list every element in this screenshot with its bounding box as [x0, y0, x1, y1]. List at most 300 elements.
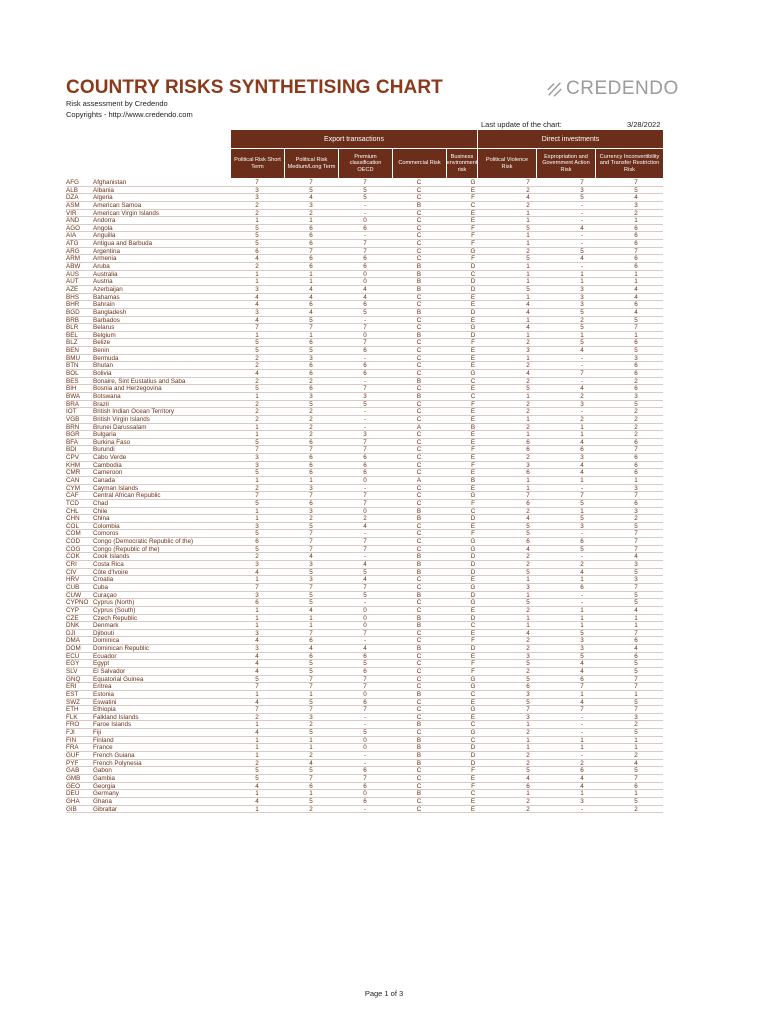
currency-value: 1: [634, 622, 638, 630]
country-code: SLV: [66, 668, 78, 675]
political-violence-value: 1: [526, 415, 530, 423]
currency-value: 5: [634, 599, 638, 607]
oecd-value: 5: [363, 308, 367, 316]
political-violence-value: 2: [526, 668, 530, 675]
table-row: [66, 630, 663, 638]
commercial-value: C: [416, 209, 422, 217]
expropriation-value: 7: [580, 492, 584, 500]
country-code: ABW: [66, 263, 81, 271]
political-violence-value: 3: [526, 583, 530, 591]
country-code: FIN: [66, 736, 77, 744]
political-medium-value: 1: [309, 270, 313, 278]
currency-value: 6: [634, 224, 638, 232]
business-env-value: F: [471, 637, 475, 645]
table-row: [66, 760, 663, 768]
currency-value: 5: [634, 668, 638, 675]
country-name: Gibraltar: [93, 805, 118, 813]
expropriation-value: 6: [580, 583, 584, 591]
country-code: BDI: [66, 446, 77, 454]
table-row: [66, 271, 663, 279]
business-env-value: D: [470, 591, 476, 599]
expropriation-value: -: [580, 354, 584, 362]
political-medium-value: 7: [309, 629, 313, 637]
political-short-value: 6: [255, 599, 259, 607]
political-short-value: 7: [255, 446, 259, 454]
country-code: CZE: [66, 614, 79, 622]
country-code: ALB: [66, 186, 78, 194]
political-medium-value: 6: [309, 362, 313, 370]
political-medium-value: 6: [309, 339, 313, 347]
political-violence-value: 2: [526, 362, 530, 370]
country-name: Ecuador: [93, 652, 117, 660]
political-violence-value: 1: [526, 736, 530, 744]
currency-value: 6: [634, 438, 638, 446]
expropriation-value: 4: [580, 255, 584, 263]
currency-value: 6: [634, 782, 638, 790]
political-violence-value: 6: [526, 469, 530, 477]
oecd-value: 7: [363, 499, 367, 507]
currency-value: 7: [634, 530, 638, 538]
country-code: COM: [66, 530, 81, 538]
commercial-value: A: [416, 476, 422, 484]
business-env-value: E: [470, 415, 476, 423]
business-env-value: E: [470, 522, 476, 530]
expropriation-value: -: [580, 805, 584, 813]
country-code: BWA: [66, 392, 81, 400]
country-name: Colombia: [93, 522, 120, 530]
column-header-political-violence: Political Violence Risk: [478, 149, 536, 178]
oecd-value: 0: [363, 606, 367, 614]
country-code: BOL: [66, 370, 79, 378]
table-row: [66, 286, 663, 294]
expropriation-value: 4: [580, 469, 584, 477]
expropriation-value: 4: [580, 782, 584, 790]
business-env-value: C: [470, 790, 476, 798]
political-medium-value: 1: [309, 790, 313, 798]
oecd-value: -: [363, 713, 367, 721]
expropriation-value: -: [580, 729, 584, 737]
political-short-value: 3: [255, 186, 259, 194]
column-header-political-short: Political Risk Short Term: [231, 149, 284, 178]
commercial-value: C: [416, 255, 422, 263]
country-name: Dominican Republic: [93, 645, 149, 653]
oecd-value: -: [363, 415, 367, 423]
expropriation-value: -: [580, 201, 584, 209]
column-header-commercial: Commercial Risk: [393, 149, 446, 178]
commercial-value: C: [416, 774, 422, 782]
political-medium-value: 1: [309, 476, 313, 484]
commercial-value: C: [416, 545, 422, 553]
commercial-value: C: [416, 637, 422, 645]
credendo-logo: [546, 78, 679, 100]
business-env-value: G: [470, 247, 476, 255]
currency-value: 3: [634, 201, 638, 209]
oecd-value: 7: [363, 179, 367, 186]
political-medium-value: 5: [309, 316, 313, 324]
currency-value: 4: [634, 553, 638, 561]
political-short-value: 3: [255, 194, 259, 202]
expropriation-value: 1: [580, 331, 584, 339]
expropriation-value: 1: [580, 790, 584, 798]
expropriation-value: 1: [580, 507, 584, 515]
commercial-value: C: [416, 599, 422, 607]
political-short-value: 7: [255, 583, 259, 591]
political-medium-value: 4: [309, 285, 313, 293]
commercial-value: B: [416, 515, 422, 523]
oecd-value: 7: [363, 675, 367, 683]
expropriation-value: -: [580, 232, 584, 240]
commercial-value: B: [416, 736, 422, 744]
political-violence-value: 1: [526, 217, 530, 225]
country-code: BRA: [66, 400, 79, 408]
political-short-value: 3: [255, 591, 259, 599]
political-violence-value: 5: [526, 599, 530, 607]
expropriation-value: 4: [580, 438, 584, 446]
table-row: [66, 607, 663, 615]
political-medium-value: 3: [309, 201, 313, 209]
table-row: [66, 416, 663, 424]
business-env-value: E: [470, 316, 476, 324]
country-name: Armenia: [93, 255, 117, 263]
political-short-value: 2: [255, 415, 259, 423]
political-violence-value: 2: [526, 759, 530, 767]
political-medium-value: 6: [309, 782, 313, 790]
political-medium-value: 5: [309, 668, 313, 675]
table-row: [66, 347, 663, 355]
oecd-value: 6: [363, 698, 367, 706]
country-name: Bhutan: [93, 362, 113, 370]
expropriation-value: 3: [580, 522, 584, 530]
currency-value: 1: [634, 270, 638, 278]
expropriation-value: 7: [580, 683, 584, 691]
business-env-value: E: [470, 186, 476, 194]
table-row: [66, 240, 663, 248]
business-env-value: F: [471, 446, 475, 454]
oecd-value: 7: [363, 385, 367, 393]
country-code: ERI: [66, 683, 77, 691]
country-name: El Salvador: [93, 668, 126, 675]
country-name: Fiji: [93, 729, 102, 737]
political-short-value: 1: [255, 476, 259, 484]
commercial-value: C: [416, 484, 422, 492]
currency-value: 2: [634, 752, 638, 760]
political-medium-value: 3: [309, 561, 313, 569]
commercial-value: C: [416, 431, 422, 439]
political-short-value: 5: [255, 240, 259, 248]
last-update-label: Last update of the chart:: [481, 120, 562, 129]
expropriation-value: 4: [580, 461, 584, 469]
table-row: [66, 194, 663, 202]
political-medium-value: 2: [309, 408, 313, 416]
political-medium-value: 7: [309, 583, 313, 591]
country-code: VGB: [66, 415, 80, 423]
country-code: PYF: [66, 759, 79, 767]
political-short-value: 2: [255, 201, 259, 209]
expropriation-value: 3: [580, 637, 584, 645]
political-medium-value: 6: [309, 232, 313, 240]
political-medium-value: 1: [309, 217, 313, 225]
commercial-value: B: [416, 744, 422, 752]
currency-value: 3: [634, 392, 638, 400]
table-row: [66, 446, 663, 454]
political-violence-value: 1: [526, 293, 530, 301]
country-code: ARG: [66, 247, 80, 255]
oecd-value: 5: [363, 591, 367, 599]
political-medium-value: 6: [309, 637, 313, 645]
country-name: Cayman Islands: [93, 484, 139, 492]
commercial-value: C: [416, 354, 422, 362]
political-medium-value: 1: [309, 690, 313, 698]
political-short-value: 1: [255, 278, 259, 286]
political-violence-value: 6: [526, 683, 530, 691]
political-short-value: 5: [255, 224, 259, 232]
commercial-value: C: [416, 446, 422, 454]
country-name: American Samoa: [93, 201, 142, 209]
currency-value: 5: [634, 729, 638, 737]
business-env-value: F: [471, 400, 475, 408]
currency-value: 6: [634, 255, 638, 263]
political-short-value: 1: [255, 431, 259, 439]
table-row: [66, 699, 663, 707]
political-short-value: 1: [255, 744, 259, 752]
political-violence-value: 1: [526, 721, 530, 729]
country-name: Djibouti: [93, 629, 114, 637]
country-code: DJI: [66, 629, 76, 637]
expropriation-value: -: [580, 240, 584, 248]
business-env-value: E: [470, 774, 476, 782]
country-code: BRB: [66, 316, 79, 324]
country-code: BIH: [66, 385, 77, 393]
risk-table: [66, 179, 663, 813]
political-short-value: 4: [255, 797, 259, 805]
country-code: IOT: [66, 408, 77, 416]
currency-value: 6: [634, 637, 638, 645]
expropriation-value: -: [580, 377, 584, 385]
oecd-value: 0: [363, 476, 367, 484]
currency-value: 4: [634, 645, 638, 653]
political-short-value: 6: [255, 538, 259, 546]
currency-value: 3: [634, 484, 638, 492]
commercial-value: B: [416, 790, 422, 798]
table-row: [66, 462, 663, 470]
table-row: [66, 393, 663, 401]
expropriation-value: 4: [580, 698, 584, 706]
oecd-value: -: [363, 530, 367, 538]
political-short-value: 1: [255, 690, 259, 698]
country-code: BRN: [66, 423, 80, 431]
political-medium-value: 5: [309, 767, 313, 775]
country-code: GMB: [66, 774, 81, 782]
currency-value: 4: [634, 285, 638, 293]
oecd-value: 7: [363, 629, 367, 637]
last-update-date: 3/28/2022: [627, 120, 661, 129]
oecd-value: -: [363, 599, 367, 607]
table-row: [66, 530, 663, 538]
political-short-value: 5: [255, 499, 259, 507]
political-violence-value: 2: [526, 645, 530, 653]
expropriation-value: -: [580, 484, 584, 492]
expropriation-value: 4: [580, 568, 584, 576]
currency-value: 6: [634, 385, 638, 393]
oecd-value: 0: [363, 622, 367, 630]
currency-value: 7: [634, 179, 638, 186]
currency-value: 2: [634, 431, 638, 439]
oecd-value: 6: [363, 362, 367, 370]
business-env-value: G: [470, 545, 476, 553]
business-env-value: E: [470, 576, 476, 584]
oecd-value: 5: [363, 660, 367, 668]
commercial-value: C: [416, 530, 422, 538]
country-name: Cyprus (South): [93, 606, 136, 614]
political-violence-value: 3: [526, 690, 530, 698]
expropriation-value: 7: [580, 370, 584, 378]
table-row: [66, 370, 663, 378]
table-row: [66, 485, 663, 493]
country-name: Dominica: [93, 637, 120, 645]
country-code: TCD: [66, 499, 79, 507]
political-medium-value: 7: [309, 446, 313, 454]
expropriation-value: 4: [580, 224, 584, 232]
business-env-value: C: [470, 622, 476, 630]
country-code: COK: [66, 553, 80, 561]
country-name: Bahamas: [93, 293, 120, 301]
expropriation-value: 6: [580, 767, 584, 775]
political-short-value: 2: [255, 354, 259, 362]
country-code: AFG: [66, 179, 79, 186]
country-code: AGO: [66, 224, 80, 232]
country-code: BGR: [66, 431, 80, 439]
country-code: DMA: [66, 637, 80, 645]
political-medium-value: 5: [309, 347, 313, 355]
commercial-value: B: [416, 270, 422, 278]
oecd-value: 6: [363, 461, 367, 469]
business-env-value: E: [470, 301, 476, 309]
oecd-value: 6: [363, 469, 367, 477]
political-medium-value: 5: [309, 400, 313, 408]
table-row: [66, 179, 663, 187]
political-medium-value: 2: [309, 423, 313, 431]
business-env-value: E: [470, 484, 476, 492]
expropriation-value: 2: [580, 415, 584, 423]
political-violence-value: 4: [526, 308, 530, 316]
oecd-value: 4: [363, 522, 367, 530]
currency-value: 2: [634, 721, 638, 729]
table-row: [66, 615, 663, 623]
political-medium-value: 3: [309, 507, 313, 515]
table-row: [66, 424, 663, 432]
expropriation-value: 2: [580, 561, 584, 569]
country-code: ARM: [66, 255, 80, 263]
political-medium-value: 2: [309, 752, 313, 760]
table-row: [66, 538, 663, 546]
political-short-value: 4: [255, 293, 259, 301]
country-code: DNK: [66, 622, 80, 630]
table-row: [66, 806, 663, 814]
political-medium-value: 5: [309, 568, 313, 576]
country-name: Brazil: [93, 400, 109, 408]
expropriation-value: -: [580, 752, 584, 760]
political-medium-value: 5: [309, 797, 313, 805]
oecd-value: 4: [363, 576, 367, 584]
oecd-value: 6: [363, 370, 367, 378]
commercial-value: C: [416, 461, 422, 469]
political-medium-value: 6: [309, 301, 313, 309]
commercial-value: C: [416, 415, 422, 423]
political-short-value: 1: [255, 622, 259, 630]
commercial-value: C: [416, 194, 422, 202]
credendo-logo-icon: [546, 80, 564, 98]
commercial-value: C: [416, 240, 422, 248]
oecd-value: 6: [363, 224, 367, 232]
country-name: Australia: [93, 270, 118, 278]
political-medium-value: 7: [309, 683, 313, 691]
country-name: Gambia: [93, 774, 116, 782]
political-medium-value: 1: [309, 331, 313, 339]
business-env-value: F: [471, 499, 475, 507]
table-row: [66, 752, 663, 760]
political-medium-value: 4: [309, 759, 313, 767]
oecd-value: -: [363, 721, 367, 729]
political-medium-value: 7: [309, 675, 313, 683]
political-medium-value: 2: [309, 377, 313, 385]
table-row: [66, 676, 663, 684]
political-violence-value: 4: [526, 545, 530, 553]
country-name: Algeria: [93, 194, 113, 202]
commercial-value: C: [416, 408, 422, 416]
oecd-value: 6: [363, 797, 367, 805]
currency-value: 7: [634, 545, 638, 553]
expropriation-value: -: [580, 408, 584, 416]
country-code: CAN: [66, 476, 80, 484]
commercial-value: A: [416, 423, 422, 431]
political-medium-value: 7: [309, 706, 313, 714]
table-row: [66, 691, 663, 699]
table-row: [66, 210, 663, 218]
commercial-value: B: [416, 690, 422, 698]
country-code: CHN: [66, 515, 80, 523]
political-medium-value: 2: [309, 805, 313, 813]
country-name: Anguilla: [93, 232, 116, 240]
political-violence-value: 5: [526, 698, 530, 706]
currency-value: 5: [634, 316, 638, 324]
country-code: FRA: [66, 744, 79, 752]
currency-value: 6: [634, 461, 638, 469]
country-name: Canada: [93, 476, 116, 484]
currency-value: 2: [634, 415, 638, 423]
business-env-value: E: [470, 408, 476, 416]
business-env-value: E: [470, 652, 476, 660]
political-violence-value: 2: [526, 507, 530, 515]
country-name: Denmark: [93, 622, 119, 630]
political-short-value: 1: [255, 217, 259, 225]
table-row: [66, 798, 663, 806]
country-name: Brunei Darussalam: [93, 423, 147, 431]
political-short-value: 4: [255, 652, 259, 660]
commercial-value: C: [416, 316, 422, 324]
political-medium-value: 3: [309, 713, 313, 721]
oecd-value: -: [363, 408, 367, 416]
currency-value: 2: [634, 805, 638, 813]
expropriation-value: 2: [580, 759, 584, 767]
oecd-value: -: [363, 316, 367, 324]
table-row: [66, 454, 663, 462]
country-name: Barbados: [93, 316, 120, 324]
oecd-value: 4: [363, 285, 367, 293]
political-short-value: 2: [255, 377, 259, 385]
political-short-value: 5: [255, 675, 259, 683]
oecd-value: 6: [363, 263, 367, 271]
country-name: British Virgin Islands: [93, 415, 150, 423]
